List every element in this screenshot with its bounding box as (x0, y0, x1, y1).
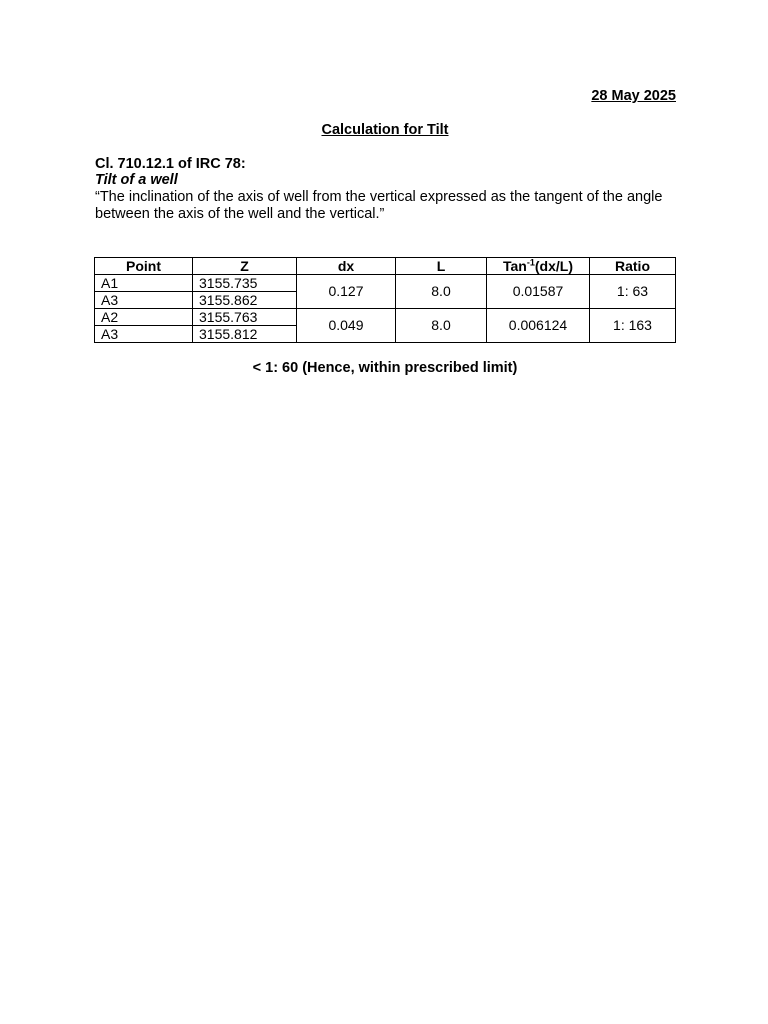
cell-l: 8.0 (396, 309, 487, 343)
header-tan-superscript: -1 (526, 256, 535, 267)
cell-z: 3155.735 (193, 275, 297, 292)
cell-ratio: 1: 163 (590, 309, 676, 343)
document-title: Calculation for Tilt (321, 122, 449, 138)
conclusion-statement: < 1: 60 (Hence, within prescribed limit) (252, 360, 518, 376)
cell-ratio: 1: 63 (590, 275, 676, 309)
document-date: 28 May 2025 (591, 88, 676, 104)
header-dx: dx (297, 258, 396, 275)
table-row (95, 309, 676, 326)
cell-z: 3155.812 (193, 326, 297, 343)
cell-z: 3155.862 (193, 292, 297, 309)
clause-reference: Cl. 710.12.1 of IRC 78: (95, 156, 246, 172)
clause-quote: “The inclination of the axis of well from the vertical expressed as the tangent of the angle between the axis of the well and the vertical.” (95, 189, 663, 222)
cell-tan: 0.01587 (487, 275, 590, 309)
cell-point: A2 (95, 309, 193, 326)
header-tan-base: Tan (503, 257, 527, 274)
cell-point: A1 (95, 275, 193, 292)
section-subtitle: Tilt of a well (95, 172, 178, 188)
header-point: Point (95, 258, 193, 275)
header-ratio: Ratio (590, 258, 676, 275)
tilt-calculation-table (94, 257, 676, 343)
cell-z: 3155.763 (193, 309, 297, 326)
cell-tan: 0.006124 (487, 309, 590, 343)
table-row (95, 275, 676, 292)
header-tan (487, 258, 590, 275)
table-header-row (95, 258, 676, 275)
cell-point: A3 (95, 292, 193, 309)
cell-dx: 0.049 (297, 309, 396, 343)
header-tan-argument: (dx/L) (534, 257, 573, 274)
header-z: Z (193, 258, 297, 275)
header-l: L (396, 258, 487, 275)
cell-dx: 0.127 (297, 275, 396, 309)
cell-l: 8.0 (396, 275, 487, 309)
cell-point: A3 (95, 326, 193, 343)
